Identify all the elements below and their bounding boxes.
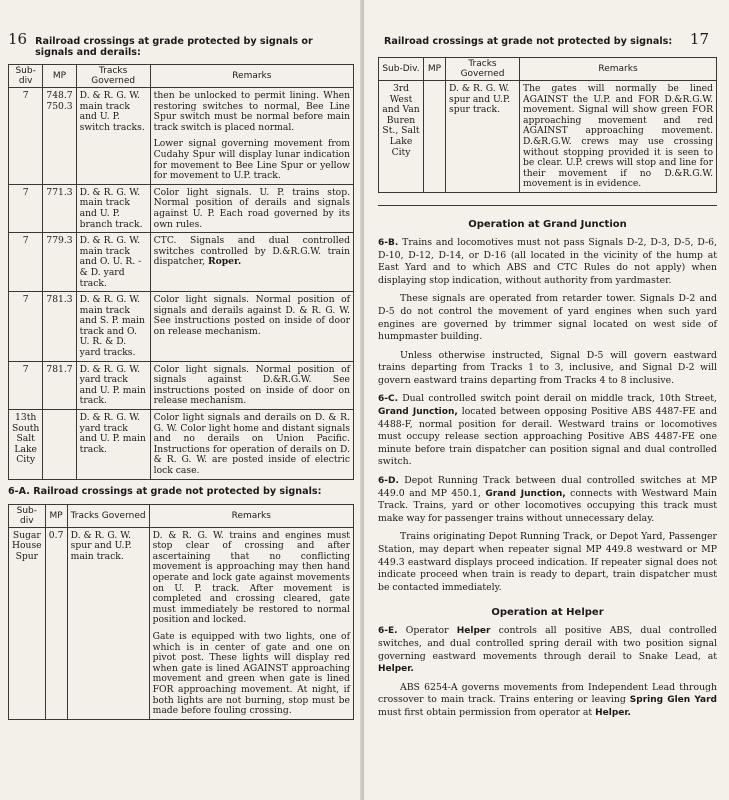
remarks-text-plain: CTC. Signals and dual controlled switches controlled by D.&R.G.W. train dispatcher, <box>153 235 350 268</box>
column-header-mp: MP <box>45 504 67 527</box>
paragraph-text: Depot Running Track between dual controlled switches at MP 449.0 and MP 450.1, <box>378 475 717 499</box>
paragraph-6c <box>378 393 717 469</box>
paragraph-text: must first obtain permission from operator at <box>378 706 596 718</box>
left-page <box>0 0 364 800</box>
paragraph-text: Trains originating Depot Running Track, or Depot Yard, Passenger Station, may depart when repeater signal MP 449.8 westward or MP 449.3 eastward displays proceed indication. If repeater signal does not indicate proceed when train is ready to depart, train dispatcher must be contacted immediately. <box>378 531 717 593</box>
table-header-row <box>9 504 354 527</box>
paragraph-text: Dual controlled switch point derail on middle track, 10th Street, <box>398 393 717 405</box>
paragraph-bold: Helper. <box>595 707 631 718</box>
remarks-text <box>154 236 350 268</box>
paragraph-abs-6254a <box>378 682 717 720</box>
cell-subdiv: 7 <box>9 361 43 409</box>
cell-subdiv: 13th South Salt Lake City <box>9 410 43 480</box>
cell-tracks: D. & R. G. W. main track and U. P. branch track. <box>76 184 150 232</box>
table-header-row <box>9 65 354 88</box>
column-header-subdiv: Sub-div <box>9 65 43 88</box>
cell-tracks: D. & R. G. W. main track and S. P. main track and O. U. R. & D. yard tracks. <box>76 292 150 362</box>
cell-tracks: D. & R. G. W. yard track and U. P. main track. <box>76 361 150 409</box>
table-row <box>9 361 354 409</box>
column-header-tracks: Tracks Governed <box>446 58 520 81</box>
table-row <box>9 184 354 232</box>
paragraph-text: controls all positive ABS, dual controlled switches, and dual controlled spring derail with two position signal governing eastward movements through derail to Snake Lead, at <box>378 625 717 662</box>
paragraph-text: Operator <box>397 625 457 637</box>
column-header-remarks: Remarks <box>149 504 353 527</box>
cell-mp: 771.3 <box>43 184 76 232</box>
cell-mp: 781.3 <box>43 292 76 362</box>
column-header-mp: MP <box>43 65 76 88</box>
cell-remarks <box>150 361 353 409</box>
paragraph-6e <box>378 625 717 675</box>
signals-crossings-table <box>8 64 354 480</box>
paragraph-bold: Spring Glen Yard <box>629 695 717 706</box>
cell-tracks: D. & R. G. W. yard track and U. P. main track. <box>76 410 150 480</box>
paragraph-text: connects with Westward Main Track. Trains, yard or other locomotives occupying this track must make way for passenger trains without unnecessary delay. <box>378 487 717 524</box>
remarks-text: Color light signals. Normal position of signals and derails against D. & R. G. W. See instructions posted on inside of door on release mechanism. <box>153 294 350 337</box>
cell-remarks <box>150 233 353 292</box>
grand-junction-title: Operation at Grand Junction <box>468 218 627 230</box>
right-page <box>364 0 729 800</box>
cell-remarks <box>150 292 353 362</box>
table-header-row <box>379 58 717 81</box>
helper-title: Operation at Helper <box>491 607 604 619</box>
cell-subdiv: 7 <box>9 233 43 292</box>
table-row <box>9 410 354 480</box>
cell-tracks: D. & R. G. W. main track and U. P. switch tracks. <box>76 88 150 185</box>
remarks-text: then be unlocked to permit lining. When restoring switches to normal, Bee Line Spur switch must be normal before main track switch is placed normal. <box>153 90 350 133</box>
column-header-tracks: Tracks Governed <box>67 504 149 527</box>
paragraph-label: 6-D. <box>378 476 399 487</box>
column-header-tracks: Tracks Governed <box>76 65 150 88</box>
unprotected-crossings-table-continued <box>378 57 717 193</box>
cell-subdiv: 3rd West and Van Buren St., Salt Lake City <box>379 81 424 193</box>
cell-remarks <box>520 81 717 193</box>
cell-mp: 781.7 <box>43 361 76 409</box>
paragraph-text: located between opposing Positive ABS 4487-FE and 4488-F, normal position for derail. Westward trains or locomotives must occupy release section approaching Positive ABS 4487-FE one minute before train dispatcher can position signal and dual controlled switch. <box>378 406 717 468</box>
left-page-header <box>8 30 354 58</box>
remarks-text: Color light signals and derails on D. & R. G. W. Color light home and distant signals and no derails on Union Pacific. Instructions for operation of derails on D. & R. G. W. are posted inside of electric lock case. <box>153 412 350 476</box>
cell-subdiv: 7 <box>9 292 43 362</box>
page-number: 16 <box>8 30 28 48</box>
cell-mp <box>424 81 446 193</box>
paragraph-text: Unless otherwise instructed, Signal D-5 will govern eastward trains departing from Tracks 1 to 3, inclusive, and Signal D-2 will govern eastward trains departing from Tracks 4 to 8 inclusive. <box>378 349 717 386</box>
section-divider <box>378 205 717 206</box>
paragraph-text: ABS 6254-A governs movements from Independent Lead through crossover to main track. Trains entering or leaving <box>378 681 717 706</box>
cell-tracks: D. & R. G. W. spur and U.P. main track. <box>67 527 149 719</box>
cell-remarks <box>149 527 353 719</box>
cell-tracks: D. & R. G. W. spur and U.P. spur track. <box>446 81 520 193</box>
cell-mp: 748.7 750.3 <box>43 88 76 185</box>
right-page-header <box>378 30 717 48</box>
page-header-title: Railroad crossings at grade not protected by signals: <box>384 36 673 47</box>
remarks-text: D. & R. G. W. trains and engines must stop clear of crossing and after ascertaining that no conflicting movement is approaching may then hand operate and lock gate against movements on U. P. track. After movement is completed and crossing cleared, gate must immediately be restored to normal position and locked. <box>152 529 350 626</box>
page-number: 17 <box>689 30 709 48</box>
column-header-mp: MP <box>424 58 446 81</box>
remarks-text: The gates will normally be lined AGAINST the U.P. and FOR D.&R.G.W. movement. Signal will show green FOR approaching movement and red AGAINST approaching movement. D.&R.G.W. crews may use crossing without stopping provided it is seen to be clear. U.P. crews will stop and line for their movement if no D.&R.G.W. movement is in evidence. <box>523 83 713 190</box>
column-header-remarks: Remarks <box>520 58 717 81</box>
remarks-text: Color light signals. U. P. trains stop. Normal position of derails and signals against U. P. Each road governed by its own rules. <box>153 186 350 230</box>
unprotected-crossings-table <box>8 504 354 720</box>
remarks-text: Gate is equipped with two lights, one of which is in center of gate and one on pivot post. These lights will display red when gate is lined AGAINST approaching movement and green when gate is lined FOR approaching movement. At night, if both lights are not burning, stop must be made before fouling crossing. <box>152 630 350 717</box>
cell-subdiv: 7 <box>9 88 43 185</box>
paragraph-label: 6-B. <box>378 237 399 248</box>
remarks-text-bold: Roper. <box>207 256 242 268</box>
cell-subdiv: Sugar House Spur <box>9 527 46 719</box>
column-header-subdiv: Sub-div <box>9 504 46 527</box>
paragraph-text: Trains and locomotives must not pass Signals D-2, D-3, D-5, D-6, D-10, D-12, D-14, or D-16 (all located in the vicinity of the hump at East Yard and to which ABS and CTC Rules do not apply) when displaying stop indication, without authority from yardmaster. <box>378 236 717 286</box>
paragraph-label: 6-E. <box>378 626 398 637</box>
cell-mp: 0.7 <box>45 527 67 719</box>
cell-mp: 779.3 <box>43 233 76 292</box>
column-header-remarks: Remarks <box>150 65 353 88</box>
cell-remarks <box>150 410 353 480</box>
paragraph-6b <box>378 237 717 287</box>
paragraph-label: 6-C. <box>378 394 399 405</box>
table-row <box>379 81 717 193</box>
table-row <box>9 88 354 185</box>
paragraph-text: These signals are operated from retarder tower. Signals D-2 and D-5 do not control the movement of yard engines when such yard engines are governed by trimmer signal located on west side of humpmaster building. <box>378 293 717 343</box>
cell-mp <box>43 410 76 480</box>
remarks-text: Lower signal governing movement from Cudahy Spur will display lunar indication for movement to Bee Line Spur or yellow for movement to U.P. track. <box>153 138 350 182</box>
cell-tracks: D. & R. G. W. main track and O. U. R. - & D. yard track. <box>76 233 150 292</box>
table-row <box>9 527 354 719</box>
page-header-title: Railroad crossings at grade protected by signals or signals and derails: <box>35 36 313 58</box>
cell-remarks <box>150 184 353 232</box>
section-6a-title: 6-A. Railroad crossings at grade not protected by signals: <box>8 485 322 497</box>
column-header-subdiv: Sub-Div. <box>379 58 424 81</box>
paragraph-6d <box>378 475 717 525</box>
paragraph-bold: Grand Junction, <box>378 407 458 418</box>
cell-remarks <box>150 88 353 185</box>
table-row <box>9 233 354 292</box>
paragraph-bold: Helper. <box>378 664 414 675</box>
paragraph-bold: Grand Junction, <box>485 488 566 499</box>
cell-subdiv: 7 <box>9 184 43 232</box>
table-row <box>9 292 354 362</box>
paragraph-bold: Helper <box>456 626 491 637</box>
remarks-text: Color light signals. Normal position of signals against D.&R.G.W. See instructions posted on inside of door on release mechanism. <box>153 363 350 407</box>
